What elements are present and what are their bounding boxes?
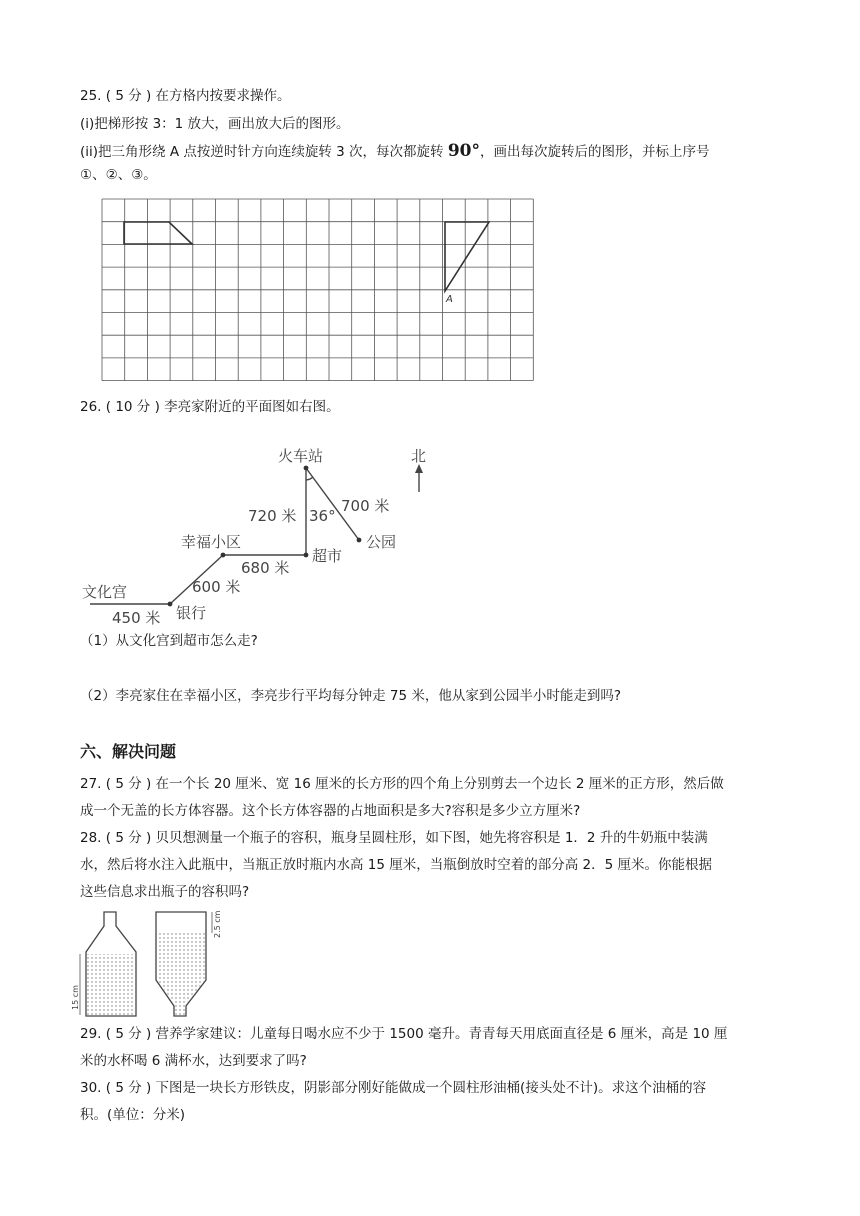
node-supermarket: [304, 553, 309, 558]
label-d600: 600 米: [192, 578, 241, 596]
node-bank: [168, 602, 173, 607]
q28-line3: 这些信息求出瓶子的容积吗?: [80, 884, 250, 900]
angle-arc: [306, 477, 313, 480]
label-community: 幸福小区: [181, 533, 242, 551]
triangle-shape: [445, 222, 489, 291]
q25-title: 25. ( 5 分 ) 在方格内按要求操作。: [80, 88, 291, 104]
q30-line1: 30. ( 5 分 ) 下图是一块长方形铁皮，阴影部分刚好能做成一个圆柱形油桶(接头处不计)。求这个油桶的容: [80, 1080, 707, 1096]
q26-map-figure: [78, 440, 438, 636]
q25-part2-line: [80, 142, 710, 161]
q26-sub1: （1）从文化宫到超市怎么走?: [80, 633, 258, 649]
q29-line2: 米的水杯喝 6 满杯水，达到要求了吗?: [80, 1053, 307, 1069]
q30-line2: 积。(单位：分米): [80, 1107, 186, 1123]
q25-grid-figure: [100, 196, 540, 386]
label-north: 北: [411, 447, 427, 465]
label-15cm: 15 cm: [71, 985, 80, 1010]
label-angle: 36°: [309, 507, 336, 525]
water-upright: [87, 954, 135, 1015]
label-25cm: 2.5 cm: [213, 910, 222, 938]
q26-sub2: （2）李亮家住在幸福小区，李亮步行平均每分钟走 75 米，他从家到公园半小时能走到吗?: [80, 688, 622, 704]
q28-line1: 28. ( 5 分 ) 贝贝想测量一个瓶子的容积，瓶身呈圆柱形，如下图，她先将容积是 1．2 升的牛奶瓶中装满: [80, 830, 708, 846]
q25-part2-b: ，画出每次旋转后的图形，并标上序号: [480, 144, 710, 160]
trapezoid-shape: [124, 222, 192, 244]
point-a-label: A: [446, 294, 453, 305]
q28-line2: 水，然后将水注入此瓶中，当瓶正放时瓶内水高 15 厘米，当瓶倒放时空着的部分高 2．5 厘米。你能根据: [80, 857, 713, 873]
node-park: [357, 538, 362, 543]
q28-bottle-figure: [71, 908, 234, 1020]
q25-part2-c: ①、②、③。: [80, 167, 157, 183]
q25-part1: (i)把梯形按 3：1 放大，画出放大后的图形。: [80, 116, 350, 132]
q26-title: 26. ( 10 分 ) 李亮家附近的平面图如右图。: [80, 399, 340, 415]
section-heading: 六、解决问题: [80, 742, 177, 761]
label-d700: 700 米: [341, 497, 390, 515]
q27-line2: 成一个无盖的长方体容器。这个长方体容器的占地面积是多大?容积是多少立方厘米?: [80, 803, 581, 819]
label-station: 火车站: [278, 447, 324, 465]
label-d450: 450 米: [112, 609, 161, 627]
grid-lines: [102, 199, 533, 381]
label-bank: 银行: [176, 604, 207, 622]
water-inverted: [157, 933, 205, 1015]
label-palace: 文化宫: [82, 583, 128, 601]
north-arrow-head: [415, 464, 423, 473]
q25-rotation-degree: 90°: [447, 141, 480, 161]
node-community: [221, 553, 226, 558]
q29-line1: 29. ( 5 分 ) 营养学家建议：儿童每日喝水应不少于 1500 毫升。青青每天用底面直径是 6 厘米，高是 10 厘: [80, 1026, 728, 1042]
label-park: 公园: [366, 533, 397, 551]
q25-part2-a: (ii)把三角形绕 A 点按逆时针方向连续旋转 3 次，每次都旋转: [80, 144, 444, 160]
label-supermarket: 超市: [312, 547, 343, 565]
node-station: [304, 466, 309, 471]
q27-line1: 27. ( 5 分 ) 在一个长 20 厘米、宽 16 厘米的长方形的四个角上分别剪去一个边长 2 厘米的正方形，然后做: [80, 776, 724, 792]
label-d720: 720 米: [248, 507, 297, 525]
label-d680: 680 米: [241, 559, 290, 577]
